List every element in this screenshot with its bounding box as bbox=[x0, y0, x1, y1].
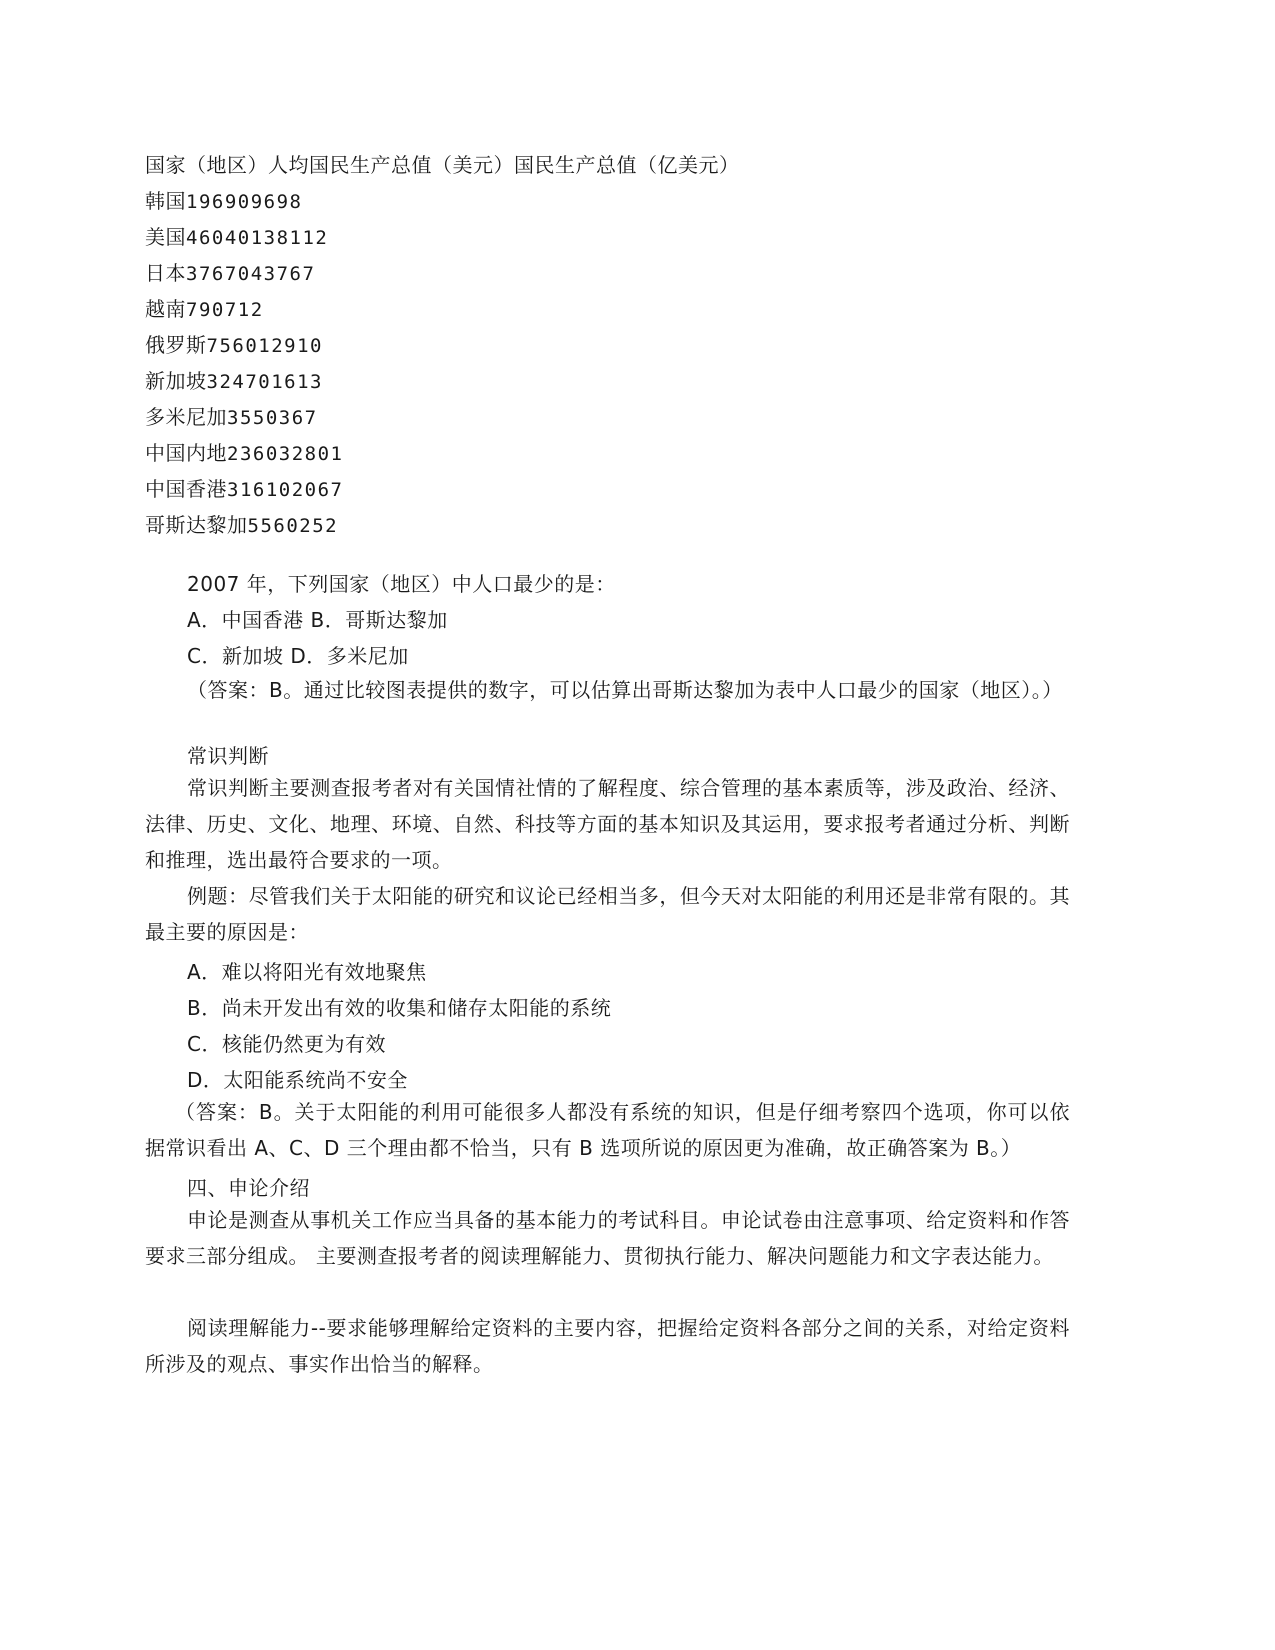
row-values: 196909698 bbox=[186, 191, 303, 213]
row-values: 324701613 bbox=[206, 371, 323, 393]
row-country: 日本 bbox=[145, 261, 186, 285]
row-country: 美国 bbox=[145, 225, 186, 249]
table-header: 国家（地区）人均国民生产总值（美元）国民生产总值（亿美元） bbox=[145, 153, 740, 177]
row-country: 俄罗斯 bbox=[145, 333, 207, 357]
table-row bbox=[145, 365, 323, 394]
row-country: 中国香港 bbox=[145, 477, 227, 501]
row-country: 中国内地 bbox=[145, 441, 227, 465]
table-row bbox=[145, 437, 343, 466]
table-row bbox=[145, 509, 338, 538]
question-options-cd: C．新加坡 D．多米尼加 bbox=[187, 644, 409, 668]
table-row bbox=[145, 473, 343, 502]
section-heading: 四、申论介绍 bbox=[187, 1176, 310, 1200]
question-text: 2007 年，下列国家（地区）中人口最少的是： bbox=[187, 572, 616, 596]
row-values: 3550367 bbox=[227, 407, 318, 429]
table-row bbox=[145, 185, 302, 214]
section-heading: 常识判断 bbox=[187, 744, 269, 768]
question-options-ab: A．中国香港 B．哥斯达黎加 bbox=[187, 608, 448, 632]
row-values: 3767043767 bbox=[186, 263, 316, 285]
row-values: 5560252 bbox=[247, 515, 339, 537]
table-row bbox=[145, 257, 315, 286]
row-country: 多米尼加 bbox=[145, 405, 227, 429]
example-option-d: D．太阳能系统尚不安全 bbox=[187, 1068, 408, 1092]
example-option-a: A．难以将阳光有效地聚焦 bbox=[187, 960, 427, 984]
table-row bbox=[145, 293, 264, 322]
section-paragraph: 申论是测查从事机关工作应当具备的基本能力的考试科目。申论试卷由注意事项、给定资料和作答要求三部分组成。 主要测查报考者的阅读理解能力、贯彻执行能力、解决问题能力和文字表达能力。 bbox=[145, 1208, 1070, 1268]
table-row bbox=[145, 329, 323, 358]
row-country: 越南 bbox=[145, 297, 186, 321]
section-paragraph: 常识判断主要测查报考者对有关国情社情的了解程度、综合管理的基本素质等，涉及政治、经济、法律、历史、文化、地理、环境、自然、科技等方面的基本知识及其运用，要求报考者通过分析、判断和推理，选出最符合要求的一项。 bbox=[145, 776, 1070, 872]
row-values: 756012910 bbox=[206, 335, 323, 357]
table-row bbox=[145, 221, 328, 250]
row-country: 韩国 bbox=[145, 189, 186, 213]
answer-text: （答案：B。通过比较图表提供的数字，可以估算出哥斯达黎加为表中人口最少的国家（地区）。） bbox=[187, 678, 1063, 702]
example-option-c: C．核能仍然更为有效 bbox=[187, 1032, 386, 1056]
row-values: 46040138112 bbox=[186, 227, 329, 249]
table-row bbox=[145, 401, 318, 430]
row-values: 790712 bbox=[186, 299, 264, 321]
example-answer: （答案：B。关于太阳能的利用可能很多人都没有系统的知识，但是仔细考察四个选项，你可以依据常识看出 A、C、D 三个理由都不恰当，只有 B 选项所说的原因更为准确，故正确答案为 B。） bbox=[145, 1100, 1070, 1160]
row-country: 新加坡 bbox=[145, 369, 207, 393]
row-values: 236032801 bbox=[227, 443, 344, 465]
example-option-b: B．尚未开发出有效的收集和储存太阳能的系统 bbox=[187, 996, 612, 1020]
example-question: 例题：尽管我们关于太阳能的研究和议论已经相当多，但今天对太阳能的利用还是非常有限的。其最主要的原因是： bbox=[145, 884, 1070, 944]
row-values: 316102067 bbox=[227, 479, 344, 501]
row-country: 哥斯达黎加 bbox=[145, 513, 248, 537]
section-paragraph: 阅读理解能力--要求能够理解给定资料的主要内容，把握给定资料各部分之间的关系，对给定资料所涉及的观点、事实作出恰当的解释。 bbox=[145, 1316, 1070, 1376]
